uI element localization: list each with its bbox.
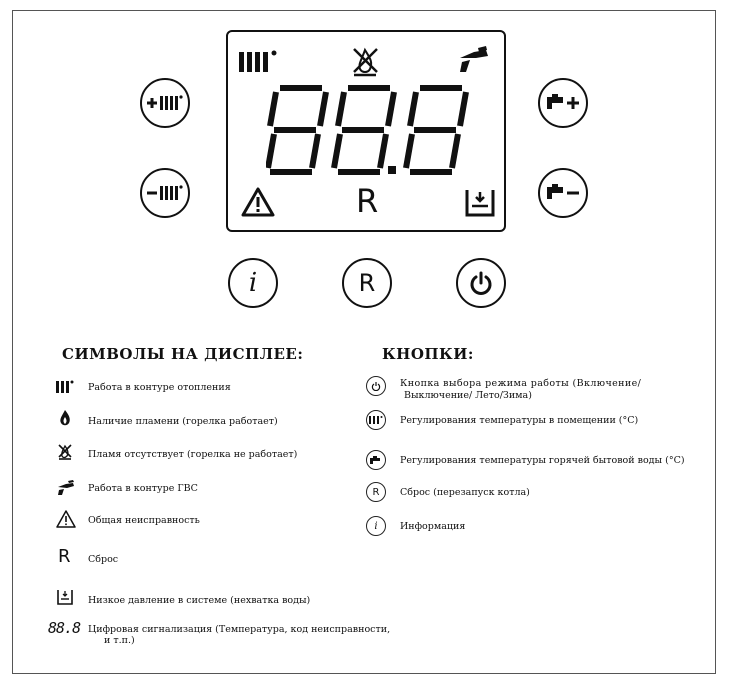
low-pressure-icon [56,588,74,606]
symbols-section-title: СИМВОЛЫ НА ДИСПЛЕЕ: [62,345,304,363]
info-icon: i [248,268,258,298]
power-icon [366,376,386,396]
tap-icon [456,44,492,74]
warning-icon [240,186,276,218]
reset-icon: R [358,269,376,297]
lcd-display [226,30,506,232]
radiator-icon [366,410,386,430]
button-row-power-line1: Кнопка выбора режима работы (Включение/ [400,378,642,389]
symbol-row-dhw: Работа в контуре ГВС [88,483,198,494]
symbol-row-flame: Наличие пламени (горелка работает) [88,416,278,427]
symbol-reset-letter: R [58,546,71,567]
info-icon: i [366,516,386,536]
button-row-heating: Регулирования температуры в помещении (°С) [400,415,639,426]
button-row-info: Информация [400,521,466,532]
low-pressure-icon [464,186,496,218]
symbol-row-low-pressure: Низкое давление в системе (нехватка воды) [88,595,311,606]
radiator-icon [238,48,278,74]
warning-icon [56,510,76,528]
dhw-minus-button[interactable] [538,168,588,218]
power-button[interactable] [456,258,506,308]
no-flame-icon [56,443,74,461]
heating-plus-button[interactable] [140,78,190,128]
reset-icon: R [366,482,386,502]
buttons-section-title: КНОПКИ: [382,345,474,363]
symbol-row-heating: Работа в контуре отопления [88,382,231,393]
seven-segment-digits [266,82,472,178]
button-row-reset: Сброс (перезапуск котла) [400,487,530,498]
radiator-icon [56,380,74,394]
symbol-row-reset: Сброс [88,554,119,565]
tap-icon [56,480,76,496]
power-icon [468,270,494,296]
digits-icon: 88.8 [48,619,81,637]
symbol-row-digits-line1: Цифровая сигнализация (Температура, код неисправности, [88,624,391,635]
symbol-row-digits-line2: и т.п.) [104,635,135,646]
flame-icon [58,409,72,427]
reset-button[interactable] [342,258,392,308]
info-button[interactable] [228,258,278,308]
no-flame-icon [348,44,382,78]
symbol-row-no-flame: Пламя отсутствует (горелка не работает) [88,449,298,460]
symbol-row-fault: Общая неисправность [88,515,200,526]
dhw-plus-button[interactable] [538,78,588,128]
button-row-power-line2: Выключение/ Лето/Зима) [404,390,532,401]
lcd-reset-letter: R [356,182,379,220]
tap-icon [366,450,386,470]
heating-minus-button[interactable] [140,168,190,218]
button-row-dhw: Регулирования температуры горячей бытовой воды (°С) [400,455,685,466]
